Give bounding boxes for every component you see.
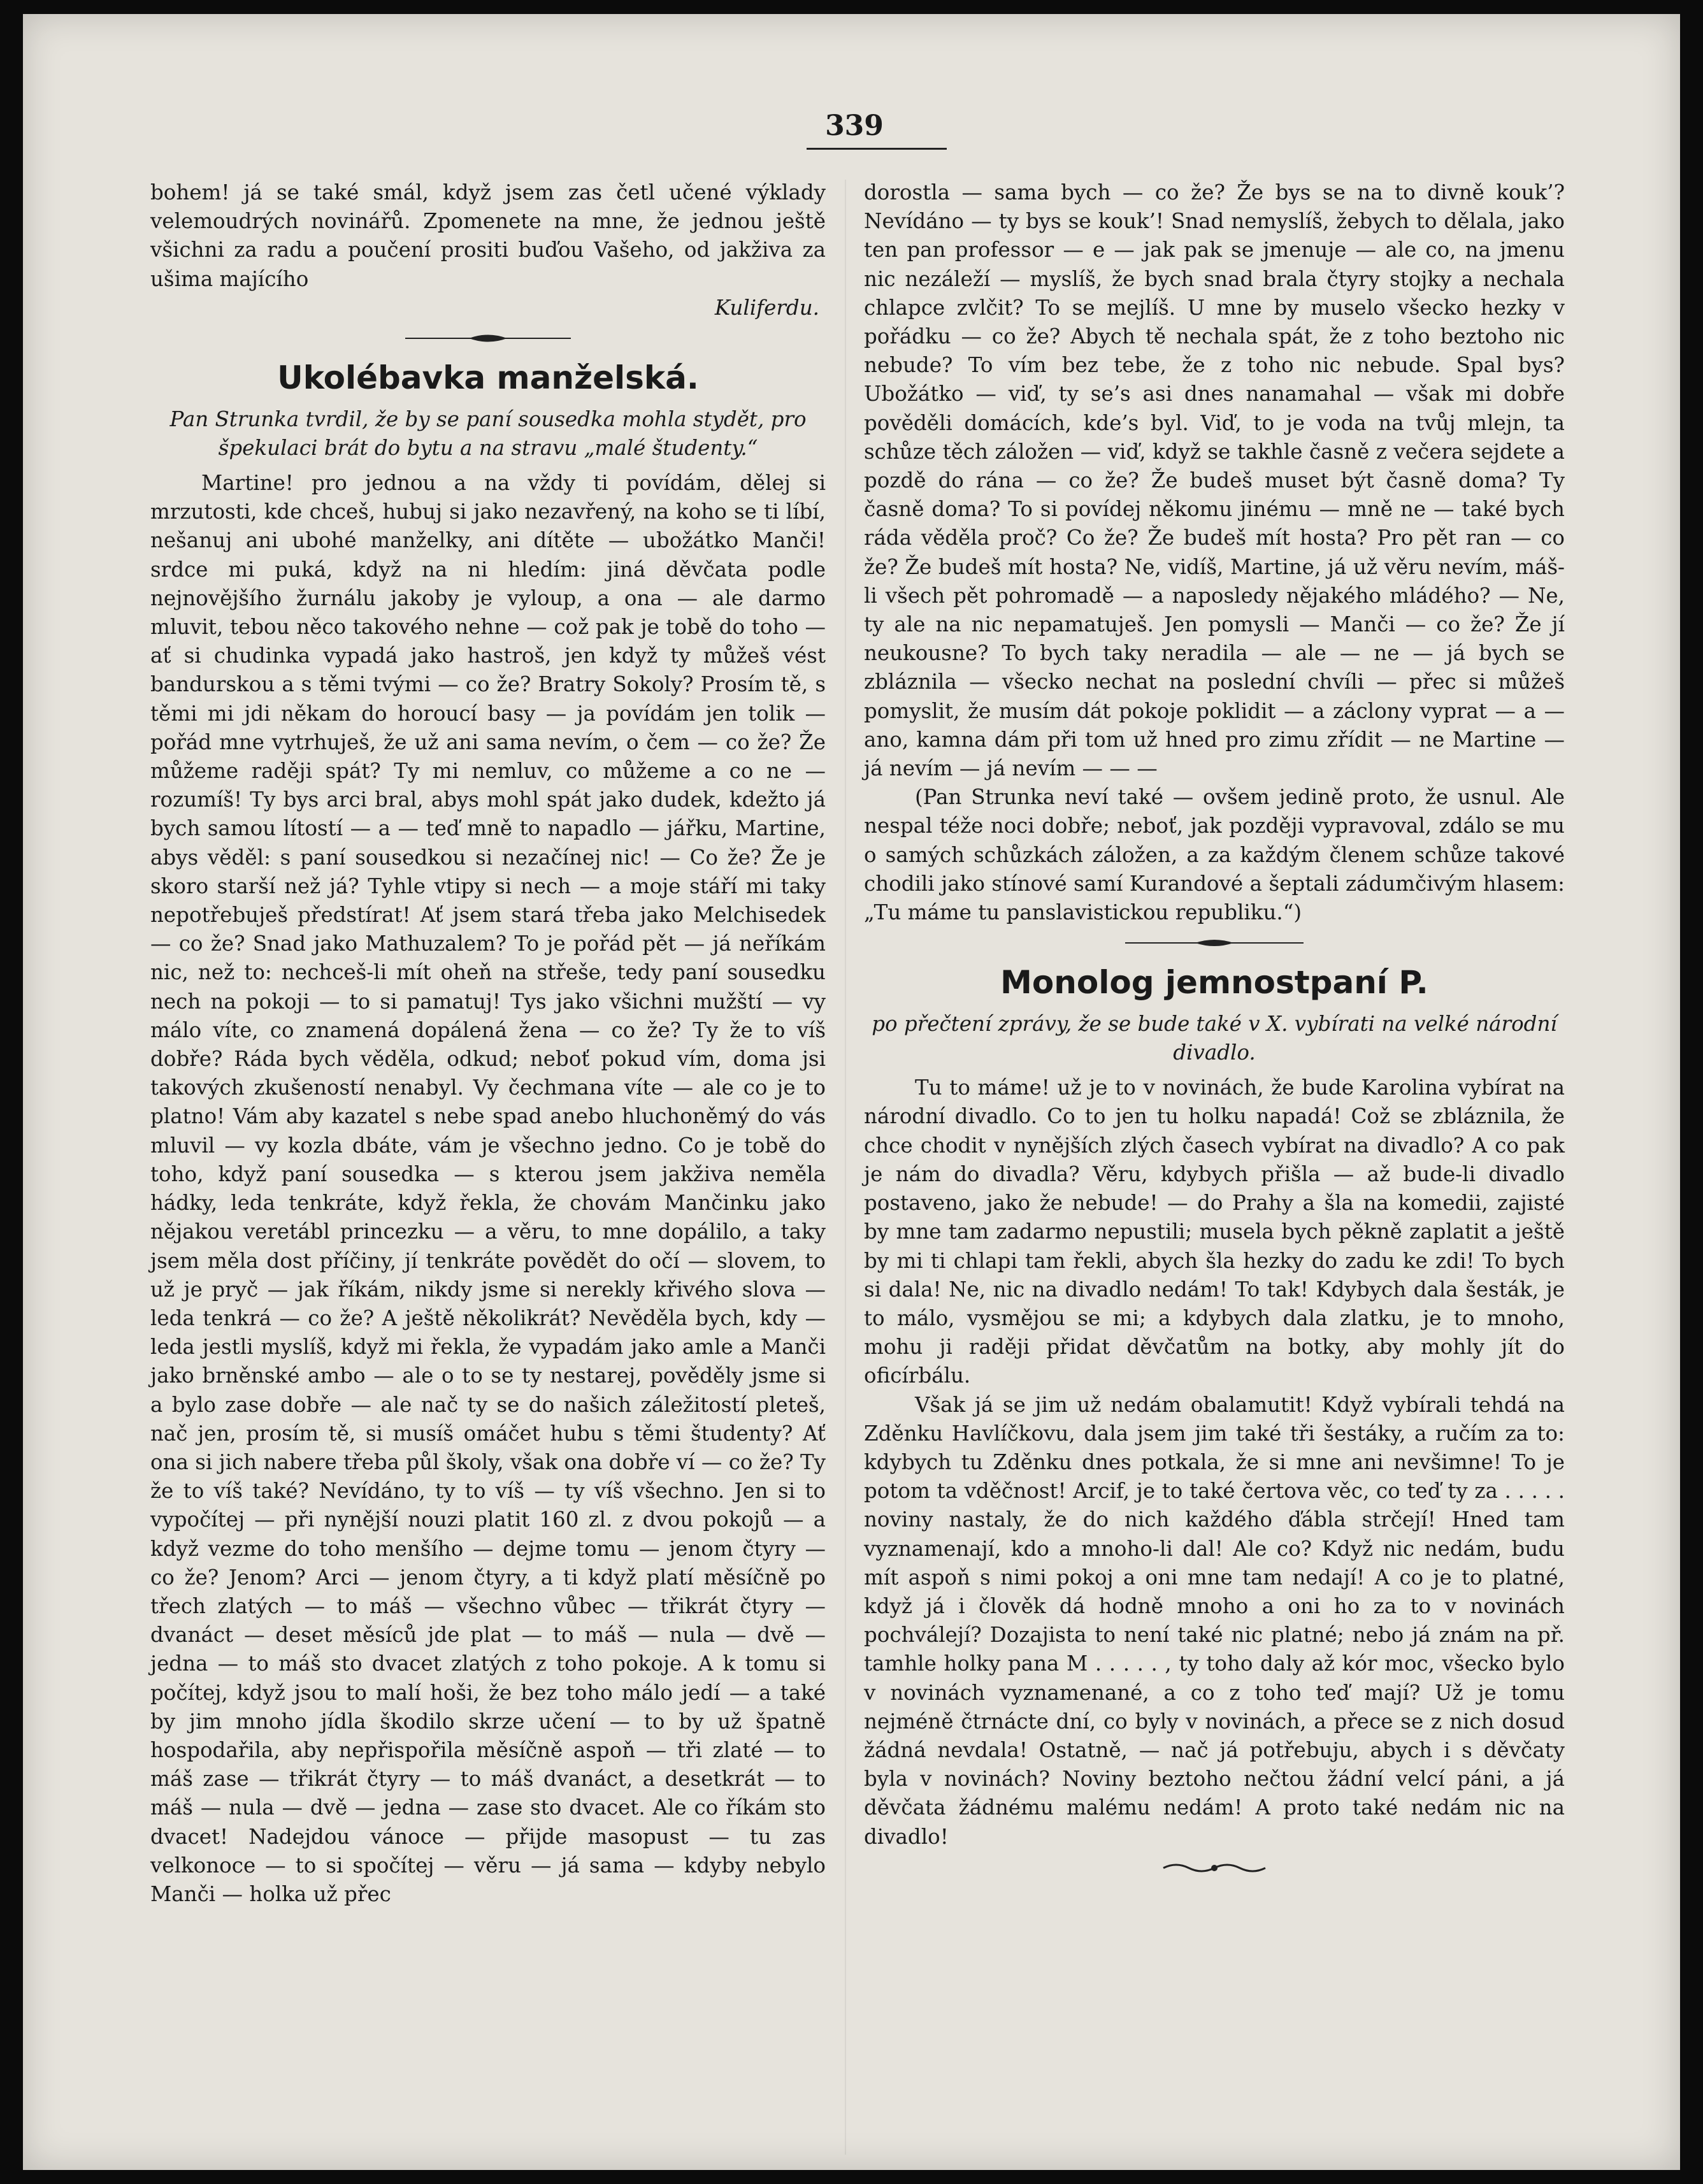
article-subtitle: Pan Strunka tvrdil, že by se paní sousedka mohla stydět, pro špekulaci brát do bytu a na stravu „malé študenty.“ — [169, 407, 807, 461]
article-title: Ukolébavka manželská. — [277, 359, 699, 397]
author-signature: Kuliferdu. — [714, 295, 819, 320]
section-divider-ornament — [150, 331, 826, 345]
previous-article-ending: bohem! já se také smál, když jsem zas četl učené výklady velemoudrých novinářů. Zpomenete na mne, že jednou ještě všichni za radu a poučení prositi buďou Vašeho, od jakživa za ušima majícího — [150, 180, 826, 291]
article-subtitle: po přečtení zprávy, že se bude také v X. vybírati na velké národní divadlo. — [872, 1012, 1557, 1065]
article-body: Martine! pro jednou a na vždy ti povídám, dělej si mrzutosti, kde chceš, hubuj si jako nezavřený, na koho se ti líbí, nešanuj ani ubohé manželky, ani dítěte — ubožátko Manči! srdce mi puká, když na ni hledím: jiná děvčata podle nejnovějšího žurnálu jakoby je vyloup, a ona — ale darmo mluvit, tebou něco takového nehne — což pak je tobě do toho — ať si chudinka vypadá jako hastroš, jen když ty můžeš vést bandurskou a s těmi tvými — co že? Bratry Sokoly? Prosím tě, s těmi mi jdi někam do horoucí basy — ja povídám jen tolik — pořád mne vytrhuješ, že už ani sama nevím, o čem — co že? Že můžeme raději spát? Ty mi nemluv, co můžeme a co ne — rozumíš! Ty bys arci bral, abys mohl spát jako dudek, kdežto já bych samou lítostí — a — teď mně to napadlo — jářku, Martine, abys věděl: s paní sousedkou si nezačínej nic! — Co že? Že je skoro starší než já? Tyhle vtipy si nech — a moje stáří mi taky nepotřebuješ předstírat! Ať jsem stará třeba jako Melchisedek — co že? Snad jako Mathuzalem? To je pořád pět — já neříkám nic, než to: nechceš-li mít oheň na střeše, tedy paní sousedku nech na pokoji — to si pamatuj! Tys jako všichni mužští — vy málo víte, co znamená dopálená žena — co že? Ty že to víš dobře? Ráda bych věděla, odkud; neboť pokud vím, doma jsi takových zkušeností nenabyl. Vy čechmana víte — ale co je to platno! Vám aby kazatel s nebe spad anebo hluchoněmý do vás mluvil — vy kozla dbáte, vám je všechno jedno. Co je tobě do toho, když paní sousedka — s kterou jsem jakživa neměla hádky, leda tenkráte, když řekla, že chovám Mančinku jako nějakou veretábl princezku — a věru, to mne dopálilo, a taky jsem měla dost příčiny, jí tenkráte povědět do očí — slovem, to už je pryč — jak říkám, nikdy jsme si nerekly křivého slova — leda tenkrá — co že? A ještě několikrát? Nevěděla bych, kdy — leda jestli myslíš, když mi řekla, že vypadám jako amle a Manči jako brněnské ambo — ale o to se ty nestarej, pověděly jsme si a bylo zase dobře — ale nač ty se do našich záležitostí pleteš, nač jen, prosím tě, si musíš omáčet hubu s těmi študenty? Ať ona si jich nabere třeba půl školy, však ona dobře ví — co že? Ty že to víš také? Nevídáno, ty to víš — ty víš všechno. Jen si to vypočítej — při nynější nouzi platit 160 zl. z dvou pokojů — a když vezme do toho menšího — dejme tomu — jenom čtyry — co že? Jenom? Arci — jenom čtyry, a ti když platí měsíčně po třech zlatých — to máš — všechno vůbec — třikrát čtyry — dvanáct — deset měsíců jde plat — to máš — nula — dvě — jedna — to máš sto dvacet zlatých z toho pokoje. A k tomu si počítej, když jsou to malí hoši, že bez toho málo jedí — a také by jim mnoho jídla škodilo skrze učení — to by už špatně hospodařila, aby nepřispořila měsíčně aspoň — tři zlaté — to máš zase — třikrát čtyry — to máš dvanáct, a desetkrát — to máš — nula — dvě — jedna — zase sto dvacet. Ale co říkám sto dvacet! Nadejdou vánoce — přijde masopust — tu zas velkonoce — to si spočítej — věru — já sama — kdyby nebylo Manči — holka už přec — [150, 471, 826, 1906]
end-ornament — [864, 1860, 1565, 1876]
article-aside: (Pan Strunka neví také — ovšem jedině proto, že usnul. Ale nespal téže noci dobře; neboť, jak později vypravoval, zdálo se mu o samých schůzkách záložen, a za každým členem schůze takové chodili jako stínové samí Kurandové a šeptali zádumčivým hlasem: „Tu máme tu panslavistickou republiku.“) — [864, 785, 1565, 925]
column-gutter — [845, 180, 846, 2155]
section-divider-ornament — [864, 936, 1565, 950]
article-continuation: dorostla — sama bych — co že? Že bys se na to divně kouk’? Nevídáno — ty bys se kouk’! Snad nemyslíš, žebych to dělala, jako ten pan professor — e — jak pak se jmenuje — ale co, na jmenu nic nezáleží — myslíš, že bych snad brala čtyry stojky a nechala chlapce zvlčit? To se mejlíš. U mne by muselo všecko hezky v pořádku — co že? Abych tě nechala spát, že z toho beztoho nic nebude? To vím bez tebe, že z toho nic nebude. Spal bys? Ubožátko — viď, ty se’s asi dnes nanamahal — však mi dobře pověděli domácích, kde’s byl. Viď, to je voda na tvůj mlejn, ta schůze těch záložen — viď, když se takhle časně z večera sejdete a pozdě do rána — co že? Že budeš muset být časně doma? Ty časně doma? To si povídej někomu jinému — mně ne — také bych ráda věděla proč? Co že? Že budeš mít hosta? Pro pět ran — co že? Že budeš mít hosta? Ne, vidíš, Martine, já už věru nevím, máš-li všech pět pohromadě — a naposledy nějakého mládého? — Ne, ty ale na nic nepamatuješ. Jen pomysli — Manči — co že? Že jí neukousne? To bych taky neradila — ale — ne — já bych se zbláznila — všecko nechat na poslední chvíli — přec si můžeš pomyslit, že musím dát pokoje poklidit — a záclony vyprat — a — ano, kamna dám při tom už hned pro zimu zřídit — ne Martine — já nevím — já nevím — — — — [864, 180, 1565, 781]
article-paragraph: Tu to máme! už je to v novinách, že bude Karolina vybírat na národní divadlo. Co to jen tu holku napadá! Což se zbláznila, že chce chodit v nynějších zlých časech vybírat na divadlo? A co pak je nám do divadla? Věru, kdybych přišla — až bude-li divadlo postaveno, jako že nebude! — do Prahy a šla na komedii, zajisté by mne tam zadarmo nepustili; musela bych pěkně zaplatit a ještě by mi ti chlapi tam řekli, abych šla hezky do zadu ke zdi! To bych si dala! Ne, nic na divadlo nedám! To tak! Kdybych dala šesták, je to málo, vysmějou se mi; a kdybych dala zlatku, je to mnoho, mohu ji raději přidat děvčatům na botky, aby mohly jít do oficírbálu. — [864, 1075, 1565, 1388]
right-column — [864, 178, 1565, 1886]
scanned-page — [23, 14, 1680, 2170]
ornament-icon — [1125, 936, 1304, 950]
article-title: Monolog jemnostpaní P. — [1000, 964, 1428, 1002]
article-paragraph: Však já se jim už nedám obalamutit! Když vybírali tehdá na Zděnku Havlíčkovu, dala jsem jim také tři šestáky, a ručím za to: kdybych tu Zděnku dnes potkala, že si mne ani nevšimne! To je potom ta vděčnost! Arcif, je to také čertova věc, co teď ty za . . . . . noviny nastaly, že do nich každého ďábla strčejí! Hned tam vyznamenají, kdo a mnoho-li dal! Ale co? Když nic nedám, budu mít aspoň s nimi pokoj a oni mne tam nedají! A co je to platné, když já i člověk dá hodně mnoho a oni ho za to v novinách pochválejí? Dozajista to není také nic platné; nebo já znám na př. tamhle holky pana M . . . . . , ty toho daly až kór moc, všecko bylo v novinách vyznamenané, a co z toho teď mají? Už je tomu nejméně čtrnácte dní, co byly v novinách, a přece se z nich dosud žádná nevdala! Ostatně, — nač já potřebuju, abych i s děvčaty byla v novinách? Noviny beztoho nečtou žádní velcí páni, a já děvčata žádnému malému nedám! A proto také nedám nic na divadlo! — [864, 1392, 1565, 1849]
page-number: 339 — [825, 110, 884, 142]
flourish-icon — [1157, 1860, 1272, 1876]
page-number-rule — [807, 148, 947, 150]
left-column — [150, 178, 826, 1909]
ornament-icon — [405, 331, 571, 345]
